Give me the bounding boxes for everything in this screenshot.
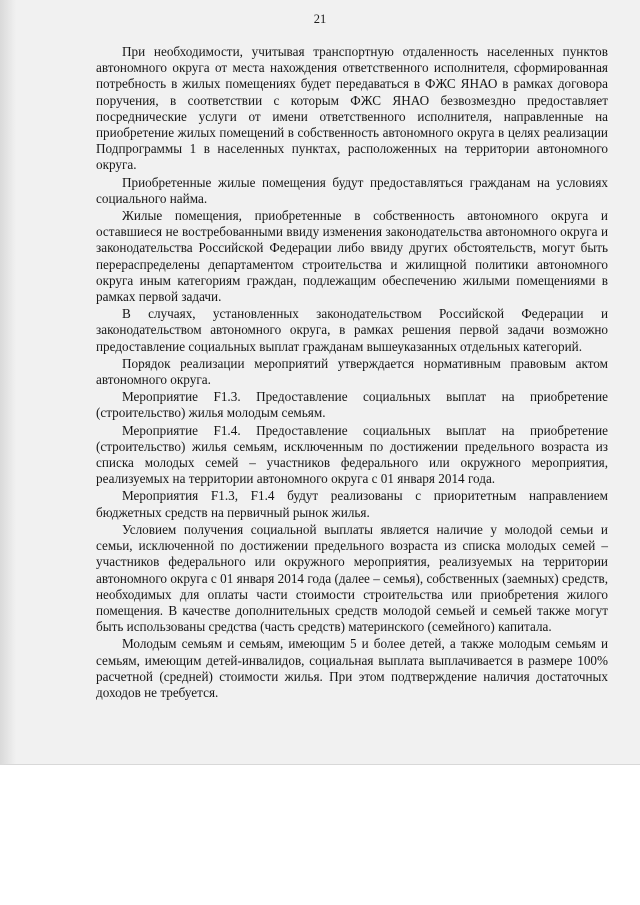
page-number: 21 — [313, 12, 327, 26]
spine-shadow — [0, 0, 16, 765]
body-text — [96, 44, 608, 701]
blank-margin — [0, 765, 640, 905]
paragraph: В случаях, установленных законодательством Российской Федерации и законодательством автономного округа, в рамках решения первой задачи возможно предоставление социальных выплат гражданам вышеуказанных отдельных категорий. — [96, 306, 608, 354]
paragraph: Мероприятие F1.3. Предоставление социальных выплат на приобретение (строительство) жилья молодым семьям. — [96, 389, 608, 421]
paragraph: Жилые помещения, приобретенные в собственность автономного округа и оставшиеся не востребованными ввиду изменения законодательства автономного округа и законодательства Российской Федерации либо ввиду других обстоятельств, могут быть перераспределены департаментом строительства и жилищной политики автономного округа иным категориям граждан, подлежащим обеспечению жилыми помещениями в рамках первой задачи. — [96, 208, 608, 305]
paragraph: При необходимости, учитывая транспортную отдаленность населенных пунктов автономного округа от места нахождения ответственного исполнителя, сформированная потребность в жилых помещениях будет передаваться в ФЖС ЯНАО в рамках договора поручения, в соответствии с которым ФЖС ЯНАО безвозмездно предоставляет посреднические услуги от имени ответственного исполнителя, направленные на приобретение жилых помещений в собственность автономного округа в целях реализации Подпрограммы 1 в населенных пунктах, расположенных на территории автономного округа. — [96, 44, 608, 173]
paragraph: Условием получения социальной выплаты является наличие у молодой семьи и семьи, исключенной по достижении предельного возраста из списка молодых семей – участников федерального или окружного мероприятия, реализуемых на территории автономного округа с 01 января 2014 года (далее – семья), собственных (заемных) средств, необходимых для оплаты части стоимости строительства или приобретения жилого помещения. В качестве дополнительных средств молодой семьей и семьей также могут быть использованы средства (часть средств) материнского (семейного) капитала. — [96, 521, 608, 635]
paragraph: Мероприятие F1.4. Предоставление социальных выплат на приобретение (строительство) жилья семьям, исключенным по достижении предельного возраста из списка молодых семей – участников федерального или окружного мероприятия, реализуемых на территории автономного округа с 01 января 2014 года. — [96, 422, 608, 487]
paragraph: Молодым семьям и семьям, имеющим 5 и более детей, а также молодым семьям и семьям, имеющим детей-инвалидов, социальная выплата выплачивается в размере 100% расчетной (средней) стоимости жилья. При этом подтверждение наличия достаточных доходов не требуется. — [96, 636, 608, 700]
paragraph: Приобретенные жилые помещения будут предоставляться гражданам на условиях социального найма. — [96, 174, 608, 206]
paragraph: Порядок реализации мероприятий утверждается нормативным правовым актом автономного округа. — [96, 355, 608, 388]
paragraph: Мероприятия F1.3, F1.4 будут реализованы с приоритетным направлением бюджетных средств на первичный рынок жилья. — [96, 488, 608, 520]
